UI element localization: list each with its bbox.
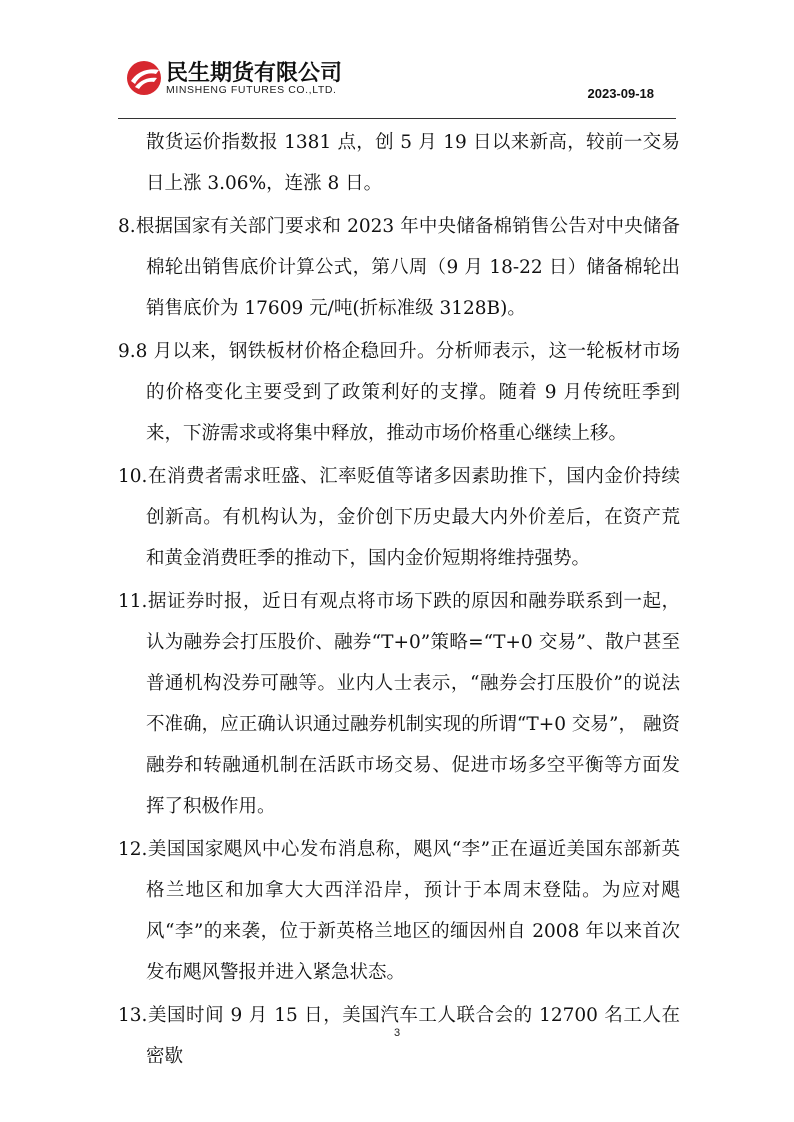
news-item-12 xyxy=(118,829,680,993)
item-number: 10. xyxy=(118,466,148,487)
company-name-en: MINSHENG FUTURES CO.,LTD. xyxy=(166,84,337,96)
document-body xyxy=(118,122,680,1079)
report-date: 2023-09-18 xyxy=(587,86,654,101)
item-text: 美国国家飓风中心发布消息称，飓风“李”正在逼近美国东部新英格兰地区和加拿大大西洋沿岸，预计于本周末登陆。为应对飓风“李”的来袭，位于新英格兰地区的缅因州自 2008 年以来首次发布飓风警报并进入紧急状态。 xyxy=(146,839,680,983)
item-number: 9. xyxy=(118,341,136,362)
item-text: 美国时间 9 月 15 日，美国汽车工人联合会的 12700 名工人在密歇 xyxy=(146,1005,680,1067)
news-item-8 xyxy=(118,206,680,329)
item-number: 12. xyxy=(118,839,148,860)
item-text: 在消费者需求旺盛、汇率贬值等诸多因素助推下，国内金价持续创新高。有机构认为，金价创下历史最大内外价差后，在资产荒和黄金消费旺季的推动下，国内金价短期将维持强势。 xyxy=(146,466,680,569)
news-item-11 xyxy=(118,581,680,827)
news-item-10 xyxy=(118,456,680,579)
item-text: 8 月以来，钢铁板材价格企稳回升。分析师表示，这一轮板材市场的价格变化主要受到了政策利好的支撑。随着 9 月传统旺季到来，下游需求或将集中释放，推动市场价格重心继续上移。 xyxy=(135,341,680,444)
company-name-cn: 民生期货有限公司 xyxy=(166,61,343,86)
item-text: 据证券时报，近日有观点将市场下跌的原因和融券联系到一起，认为融券会打压股价、融券“T+0”策略=“T+0 交易”、散户甚至普通机构没券可融等。业内人士表示，“融券会打压股价”的说法不准确，应正确认识通过融券机制实现的所谓“T+0 交易”， 融资融券和转融通机制在活跃市场交易、促进市场多空平衡等方面发挥了积极作用。 xyxy=(146,591,680,817)
company-logo-icon xyxy=(126,60,162,96)
paragraph-continuation xyxy=(118,122,680,204)
item-text: 根据国家有关部门要求和 2023 年中央储备棉销售公告对中央储备棉轮出销售底价计算公式，第八周（9 月 18-22 日）储备棉轮出销售底价为 17609 元/吨(折标准级 3128B)。 xyxy=(135,216,680,319)
item-number: 8. xyxy=(118,216,136,237)
page-number: 3 xyxy=(393,1027,401,1039)
item-number: 13. xyxy=(118,1005,148,1026)
item-number: 11. xyxy=(118,591,148,612)
news-item-9 xyxy=(118,331,680,454)
paragraph-text: 散货运价指数报 1381 点，创 5 月 19 日以来新高，较前一交易日上涨 3.06%，连涨 8 日。 xyxy=(146,132,680,194)
header-divider xyxy=(118,118,676,119)
page-header xyxy=(118,52,676,118)
